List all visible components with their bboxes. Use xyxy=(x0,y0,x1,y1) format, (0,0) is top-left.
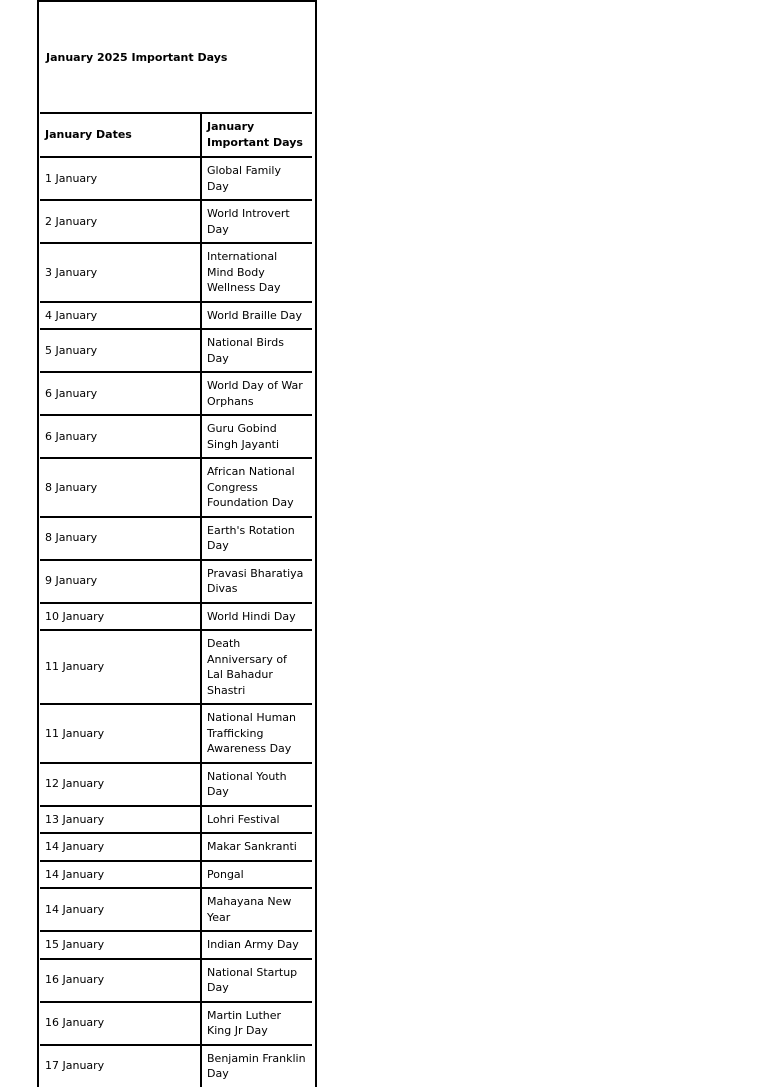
event-cell: African National Congress Foundation Day xyxy=(202,457,312,516)
table-row xyxy=(40,887,312,930)
table-row xyxy=(40,703,312,762)
date-cell: 8 January xyxy=(40,457,202,516)
event-cell: National Startup Day xyxy=(202,958,312,1001)
date-cell: 6 January xyxy=(40,371,202,414)
date-cell: 4 January xyxy=(40,301,202,329)
date-cell: 11 January xyxy=(40,629,202,703)
date-cell: 2 January xyxy=(40,199,202,242)
table-row xyxy=(40,805,312,833)
event-cell: Lohri Festival xyxy=(202,805,312,833)
table-row xyxy=(40,414,312,457)
table-row xyxy=(40,629,312,703)
table-row xyxy=(40,1001,312,1044)
table-row xyxy=(40,762,312,805)
event-cell: World Braille Day xyxy=(202,301,312,329)
date-cell: 5 January xyxy=(40,328,202,371)
important-days-table xyxy=(40,112,312,1087)
table-row xyxy=(40,516,312,559)
event-cell: Indian Army Day xyxy=(202,930,312,958)
event-cell: National Birds Day xyxy=(202,328,312,371)
table-row xyxy=(40,832,312,860)
date-cell: 16 January xyxy=(40,958,202,1001)
event-cell: Global Family Day xyxy=(202,156,312,199)
table-row xyxy=(40,156,312,199)
table-row xyxy=(40,860,312,888)
event-cell: Mahayana New Year xyxy=(202,887,312,930)
date-cell: 8 January xyxy=(40,516,202,559)
table-row xyxy=(40,301,312,329)
date-cell: 14 January xyxy=(40,887,202,930)
date-cell: 13 January xyxy=(40,805,202,833)
date-cell: 9 January xyxy=(40,559,202,602)
date-cell: 11 January xyxy=(40,703,202,762)
event-cell: World Day of War Orphans xyxy=(202,371,312,414)
table-row xyxy=(40,1044,312,1087)
event-cell: World Hindi Day xyxy=(202,602,312,630)
table-row xyxy=(40,199,312,242)
event-cell: Pravasi Bharatiya Divas xyxy=(202,559,312,602)
table-row xyxy=(40,559,312,602)
date-cell: 3 January xyxy=(40,242,202,301)
table-row xyxy=(40,371,312,414)
column-header-days: January Important Days xyxy=(202,112,312,156)
date-cell: 15 January xyxy=(40,930,202,958)
date-cell: 10 January xyxy=(40,602,202,630)
event-cell: Death Anniversary of Lal Bahadur Shastri xyxy=(202,629,312,703)
event-cell: National Youth Day xyxy=(202,762,312,805)
event-cell: Pongal xyxy=(202,860,312,888)
table-header-row xyxy=(40,112,312,156)
table-caption: January 2025 Important Days xyxy=(46,50,228,64)
date-cell: 14 January xyxy=(40,860,202,888)
date-cell: 6 January xyxy=(40,414,202,457)
date-cell: 16 January xyxy=(40,1001,202,1044)
date-cell: 1 January xyxy=(40,156,202,199)
table-row xyxy=(40,328,312,371)
date-cell: 17 January xyxy=(40,1044,202,1087)
event-cell: Martin Luther King Jr Day xyxy=(202,1001,312,1044)
event-cell: World Introvert Day xyxy=(202,199,312,242)
table-row xyxy=(40,930,312,958)
table-row xyxy=(40,457,312,516)
event-cell: Guru Gobind Singh Jayanti xyxy=(202,414,312,457)
date-cell: 14 January xyxy=(40,832,202,860)
table-row xyxy=(40,958,312,1001)
event-cell: National Human Trafficking Awareness Day xyxy=(202,703,312,762)
event-cell: International Mind Body Wellness Day xyxy=(202,242,312,301)
column-header-dates: January Dates xyxy=(40,112,202,156)
event-cell: Benjamin Franklin Day xyxy=(202,1044,312,1087)
event-cell: Earth's Rotation Day xyxy=(202,516,312,559)
table-body xyxy=(40,156,312,1087)
table-row xyxy=(40,602,312,630)
table-row xyxy=(40,242,312,301)
date-cell: 12 January xyxy=(40,762,202,805)
important-days-table-frame xyxy=(37,0,317,1087)
event-cell: Makar Sankranti xyxy=(202,832,312,860)
